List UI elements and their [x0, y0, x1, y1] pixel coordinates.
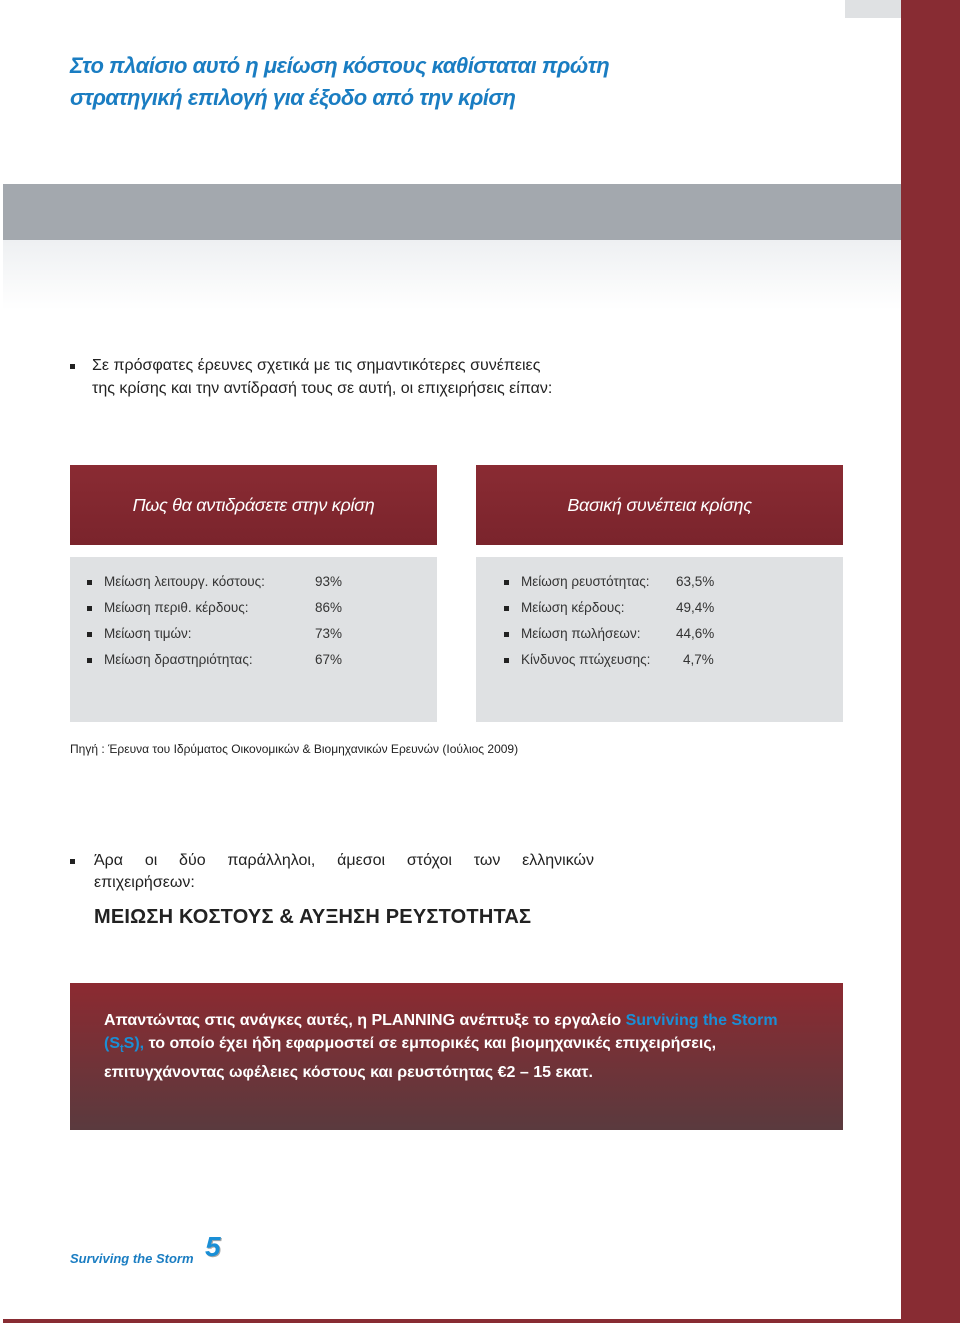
right-panel-header-text: Βασική συνέπεια κρίσης — [567, 494, 752, 515]
left-panel-header-text: Πως θα αντιδράσετε στην κρίση — [132, 494, 375, 515]
right-panel-list — [476, 557, 843, 722]
list-item — [87, 598, 427, 618]
bullet-icon — [504, 580, 509, 585]
item-label: Μείωση λειτουργ. κόστους: — [104, 574, 265, 589]
conclusion-bullet-icon — [70, 859, 75, 864]
right-panel-header — [476, 465, 843, 545]
item-value: 93% — [315, 574, 343, 589]
item-value: 73% — [315, 626, 343, 641]
callout-part-2: το οποίο έχει ήδη εφαρμοστεί σε εμπορικές και βιομηχανικές επιχειρήσεις, επιτυγχάνοντας ωφέλειες κόστους και ρευστότητας €2 – 15 εκατ. — [104, 1035, 717, 1082]
item-label: Μείωση κέρδους: — [521, 600, 625, 615]
item-value: 44,6% — [676, 626, 715, 641]
item-label: Μείωση περιθ. κέρδους: — [104, 600, 249, 615]
page-number: 5 — [205, 1231, 221, 1262]
list-item — [87, 624, 427, 644]
bullet-icon — [87, 606, 92, 611]
page-title-line-1: Στο πλαίσιο αυτό η μείωση κόστους καθίσταται πρώτη — [70, 53, 610, 78]
intro-bullet-icon — [70, 364, 75, 369]
left-panel-header — [70, 465, 437, 545]
list-item — [504, 624, 834, 644]
item-label: Μείωση τιμών: — [104, 626, 192, 641]
bullet-icon — [87, 658, 92, 663]
top-corner-notch — [845, 0, 901, 18]
list-item — [87, 572, 427, 592]
list-item — [87, 650, 427, 670]
item-label: Μείωση πωλήσεων: — [521, 626, 641, 641]
item-label: Μείωση ρευστότητας: — [521, 574, 650, 589]
bullet-icon — [504, 632, 509, 637]
footer-label: Surviving the Storm — [70, 1251, 194, 1266]
bullet-icon — [504, 606, 509, 611]
gray-header-band — [3, 184, 901, 240]
left-panel-list — [70, 557, 437, 722]
item-value: 4,7% — [683, 652, 714, 667]
right-decorative-band — [901, 0, 960, 1323]
source-note: Πηγή : Έρευνα του Ιδρύματος Οικονομικών & Βιομηχανικών Ερευνών (Ιούλιος 2009) — [70, 742, 519, 756]
item-value: 86% — [315, 600, 343, 615]
item-value: 63,5% — [676, 574, 715, 589]
intro-paragraph — [92, 354, 652, 400]
conclusion-line-2: επιχειρήσεων: — [94, 874, 195, 891]
conclusion-paragraph — [94, 850, 594, 894]
item-value: 49,4% — [676, 600, 715, 615]
conclusion-line-1: Άρα οι δύο παράλληλοι, άμεσοι στόχοι των ελληνικών — [94, 852, 594, 869]
bullet-icon — [504, 658, 509, 663]
callout-text — [104, 1009, 814, 1084]
list-item — [504, 572, 834, 592]
product-abbr-subscript: t — [120, 1043, 124, 1056]
list-item — [504, 650, 834, 670]
bottom-red-line — [3, 1319, 901, 1323]
page-title-line-2: στρατηγική επιλογή για έξοδο από την κρίση — [70, 85, 516, 110]
intro-line-2: της κρίσης και την αντίδρασή τους σε αυτή, οι επιχειρήσεις είπαν: — [92, 380, 553, 397]
item-label: Μείωση δραστηριότητας: — [104, 652, 253, 667]
item-value: 67% — [315, 652, 343, 667]
list-item — [504, 598, 834, 618]
page-title — [70, 50, 710, 114]
conclusion-headline: ΜΕΙΩΣΗ ΚΟΣΤΟΥΣ & ΑΥΞΗΣΗ ΡΕΥΣΤΟΤΗΤΑΣ — [94, 906, 532, 928]
product-name: Surviving the Storm — [625, 1012, 778, 1029]
product-abbr-open: (S — [104, 1035, 120, 1052]
bullet-icon — [87, 632, 92, 637]
product-abbr-close: S), — [123, 1035, 145, 1052]
callout-box — [70, 983, 843, 1130]
bullet-icon — [87, 580, 92, 585]
item-label: Κίνδυνος πτώχευσης: — [521, 652, 651, 667]
callout-part-1: Απαντώντας στις ανάγκες αυτές, η PLANNING ανέπτυξε το εργαλείο — [104, 1012, 626, 1029]
intro-line-1: Σε πρόσφατες έρευνες σχετικά με τις σημαντικότερες συνέπειες — [92, 357, 541, 374]
